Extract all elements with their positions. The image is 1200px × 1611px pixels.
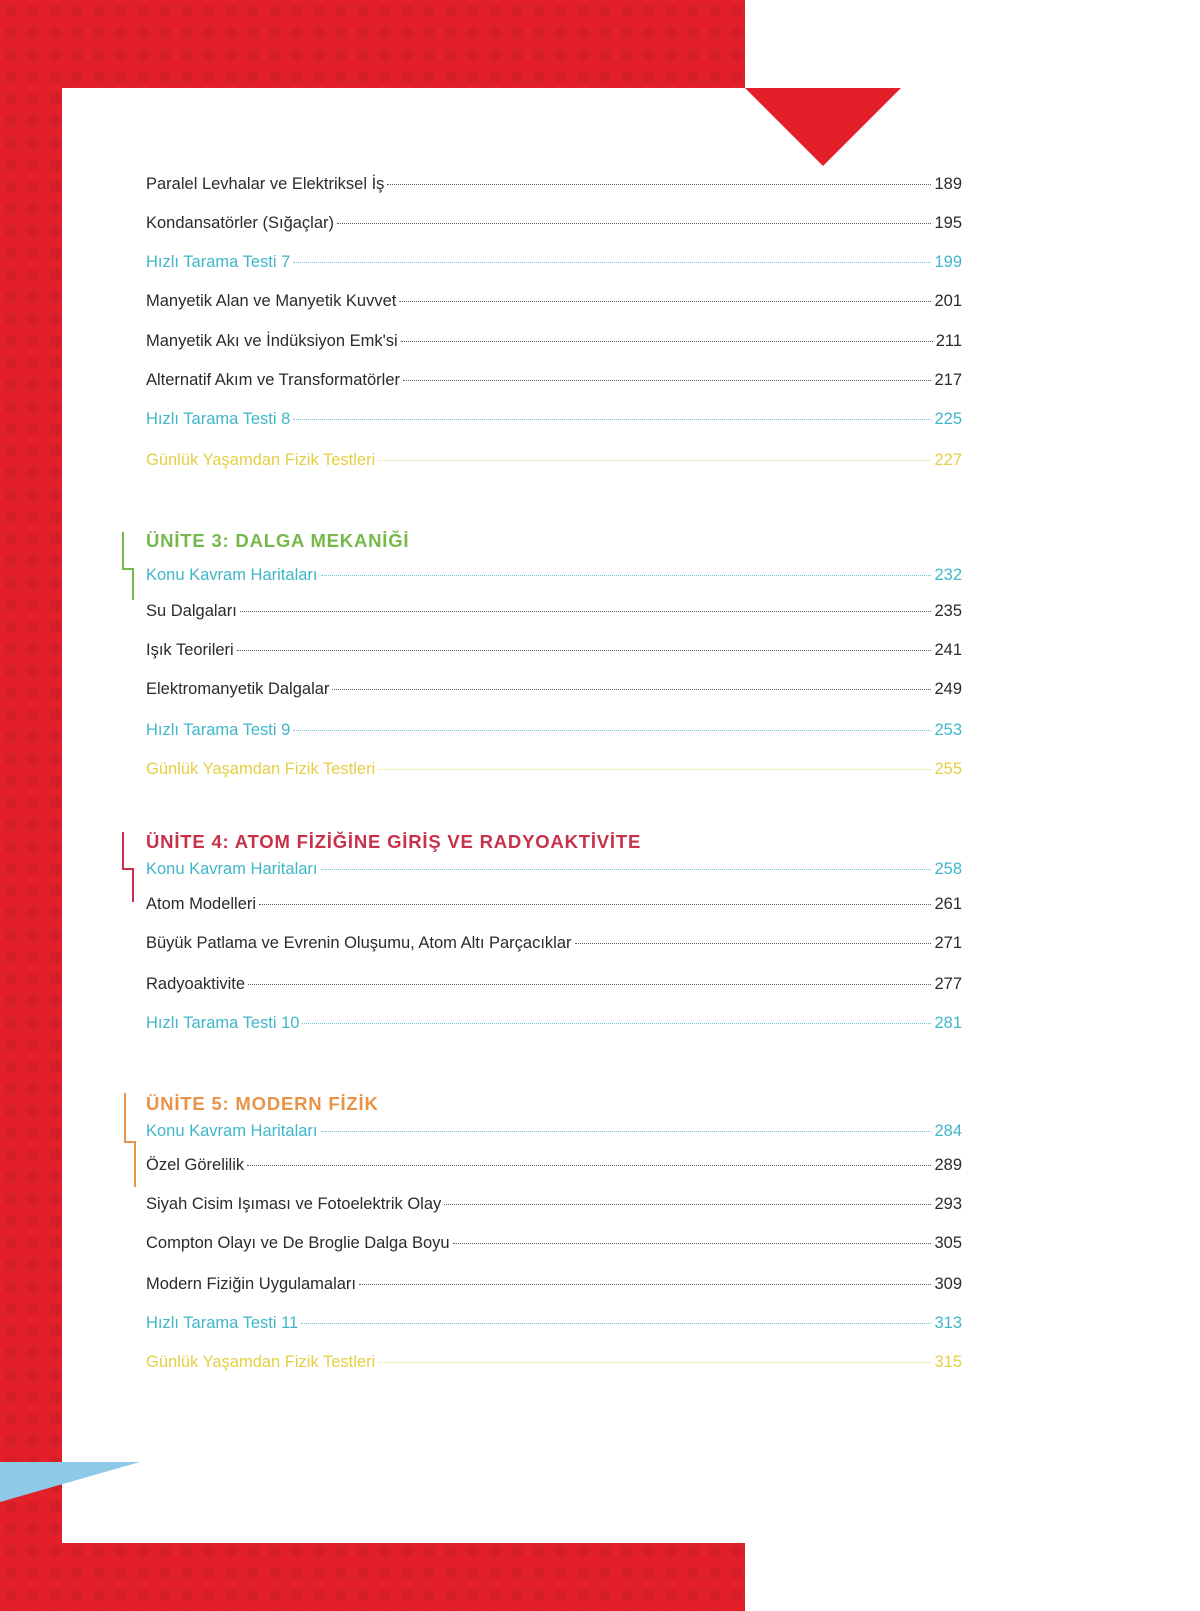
dot-leader	[248, 984, 931, 985]
toc-entry-page: 305	[934, 1234, 962, 1252]
dot-leader	[337, 223, 931, 224]
unit5-bracket	[124, 1093, 138, 1187]
toc-entry-label: Hızlı Tarama Testi 8	[146, 410, 291, 428]
toc-entry-page: 241	[934, 641, 962, 659]
toc-entry-quick-test[interactable]	[146, 253, 962, 277]
toc-entry[interactable]	[146, 975, 962, 999]
dot-leader	[301, 1323, 931, 1324]
toc-entry[interactable]	[146, 680, 962, 704]
unit5-title: ÜNİTE 5: MODERN FİZİK	[146, 1093, 379, 1114]
toc-entry[interactable]	[146, 1156, 962, 1180]
toc-entry-page: 289	[934, 1156, 962, 1174]
toc-entry-page: 235	[934, 602, 962, 620]
toc-entry-label: Radyoaktivite	[146, 975, 246, 993]
dot-leader	[387, 184, 931, 185]
toc-entry[interactable]	[146, 1234, 962, 1258]
toc-entry[interactable]	[146, 1195, 962, 1219]
toc-entry-page: 189	[934, 175, 962, 193]
unit4-title: ÜNİTE 4: ATOM FİZİĞİNE GİRİŞ VE RADYOAKTİVİTE	[146, 831, 642, 852]
toc-entry[interactable]	[146, 1275, 962, 1299]
toc-entry[interactable]	[146, 292, 962, 316]
toc-entry-page: 261	[934, 895, 962, 913]
dot-leader	[293, 419, 931, 420]
dot-leader	[378, 460, 931, 461]
toc-entry-label: Kondansatörler (Sığaçlar)	[146, 214, 335, 232]
toc-entry[interactable]	[146, 175, 962, 199]
dot-leader	[321, 869, 932, 870]
toc-entry-page: 211	[935, 332, 962, 350]
toc-entry-page: 315	[934, 1353, 962, 1371]
dot-leader	[401, 341, 933, 342]
toc-entry-page: 313	[934, 1314, 962, 1332]
toc-entry-page: 255	[934, 760, 962, 778]
toc-entry-page: 277	[934, 975, 962, 993]
toc-entry-label: Hızlı Tarama Testi 11	[146, 1314, 299, 1332]
dot-leader	[359, 1284, 931, 1285]
toc-entry-label: Hızlı Tarama Testi 9	[146, 721, 291, 739]
toc-entry-label: Alternatif Akım ve Transformatörler	[146, 371, 401, 389]
toc-entry-quick-test[interactable]	[146, 1014, 962, 1038]
toc-entry-label: Konu Kavram Haritaları	[146, 1122, 318, 1140]
toc-entry-concept-maps[interactable]	[146, 860, 962, 884]
toc-entry[interactable]	[146, 934, 962, 958]
toc-entry-label: Compton Olayı ve De Broglie Dalga Boyu	[146, 1234, 450, 1252]
toc-entry-label: Manyetik Akı ve İndüksiyon Emk'si	[146, 332, 398, 350]
toc-entry-label: Günlük Yaşamdan Fizik Testleri	[146, 451, 376, 469]
dot-leader	[240, 611, 932, 612]
toc-entry-label: Işık Teorileri	[146, 641, 234, 659]
toc-entry-label: Konu Kavram Haritaları	[146, 566, 318, 584]
toc-entry-label: Elektromanyetik Dalgalar	[146, 680, 330, 698]
toc-entry-label: Siyah Cisim Işıması ve Fotoelektrik Olay	[146, 1195, 442, 1213]
toc-entry-label: Hızlı Tarama Testi 10	[146, 1014, 300, 1032]
toc-entry-page: 199	[934, 253, 962, 271]
toc-entry-label: Günlük Yaşamdan Fizik Testleri	[146, 1353, 376, 1371]
toc-entry-quick-test[interactable]	[146, 410, 962, 434]
toc-entry-daily-test[interactable]	[146, 760, 962, 784]
blue-corner-triangle	[0, 1462, 140, 1542]
unit4-bracket	[122, 832, 136, 902]
dot-leader	[321, 1131, 932, 1132]
dot-leader	[293, 262, 931, 263]
dot-leader	[237, 650, 932, 651]
toc-entry-daily-test[interactable]	[146, 451, 962, 475]
toc-entry-page: 253	[934, 721, 962, 739]
dot-leader	[293, 730, 931, 731]
toc-entry-page: 195	[934, 214, 962, 232]
toc-entry-label: Hızlı Tarama Testi 7	[146, 253, 291, 271]
toc-entry-page: 293	[934, 1195, 962, 1213]
red-corner-triangle	[745, 88, 901, 166]
toc-entry-quick-test[interactable]	[146, 1314, 962, 1338]
toc-entry-page: 284	[934, 1122, 962, 1140]
toc-entry-concept-maps[interactable]	[146, 1122, 962, 1146]
toc-entry-label: Günlük Yaşamdan Fizik Testleri	[146, 760, 376, 778]
toc-entry-label: Su Dalgaları	[146, 602, 237, 620]
dot-leader	[321, 575, 932, 576]
toc-entry-page: 217	[934, 371, 962, 389]
toc-entry[interactable]	[146, 371, 962, 395]
dot-leader	[399, 301, 931, 302]
toc-entry[interactable]	[146, 332, 962, 356]
toc-entry-label: Paralel Levhalar ve Elektriksel İş	[146, 175, 385, 193]
toc-entry-label: Özel Görelilik	[146, 1156, 245, 1174]
unit3-bracket	[122, 532, 136, 600]
toc-entry-page: 271	[934, 934, 962, 952]
dot-leader	[378, 769, 931, 770]
toc-entry-label: Manyetik Alan ve Manyetik Kuvvet	[146, 292, 397, 310]
toc-entry-concept-maps[interactable]	[146, 566, 962, 590]
toc-entry-daily-test[interactable]	[146, 1353, 962, 1377]
dot-leader	[453, 1243, 932, 1244]
toc-entry[interactable]	[146, 895, 962, 919]
toc-entry-page: 201	[934, 292, 962, 310]
toc-entry-page: 309	[934, 1275, 962, 1293]
dot-leader	[444, 1204, 931, 1205]
toc-entry-page: 227	[934, 451, 962, 469]
toc-entry-page: 258	[934, 860, 962, 878]
toc-entry-label: Büyük Patlama ve Evrenin Oluşumu, Atom Altı Parçacıklar	[146, 934, 572, 952]
toc-entry-quick-test[interactable]	[146, 721, 962, 745]
toc-entry[interactable]	[146, 641, 962, 665]
toc-entry-page: 225	[934, 410, 962, 428]
dot-leader	[403, 380, 931, 381]
dot-leader	[575, 943, 932, 944]
dot-leader	[247, 1165, 931, 1166]
toc-entry[interactable]	[146, 214, 962, 238]
toc-entry-label: Modern Fiziğin Uygulamaları	[146, 1275, 356, 1293]
toc-entry-page: 249	[934, 680, 962, 698]
dot-leader	[332, 689, 931, 690]
toc-entry[interactable]	[146, 602, 962, 626]
toc-entry-label: Atom Modelleri	[146, 895, 257, 913]
dot-leader	[259, 904, 931, 905]
dot-leader	[302, 1023, 931, 1024]
dot-leader	[378, 1362, 931, 1363]
toc-entry-page: 232	[934, 566, 962, 584]
unit3-title: ÜNİTE 3: DALGA MEKANİĞİ	[146, 530, 410, 551]
toc-entry-label: Konu Kavram Haritaları	[146, 860, 318, 878]
toc-entry-page: 281	[934, 1014, 962, 1032]
